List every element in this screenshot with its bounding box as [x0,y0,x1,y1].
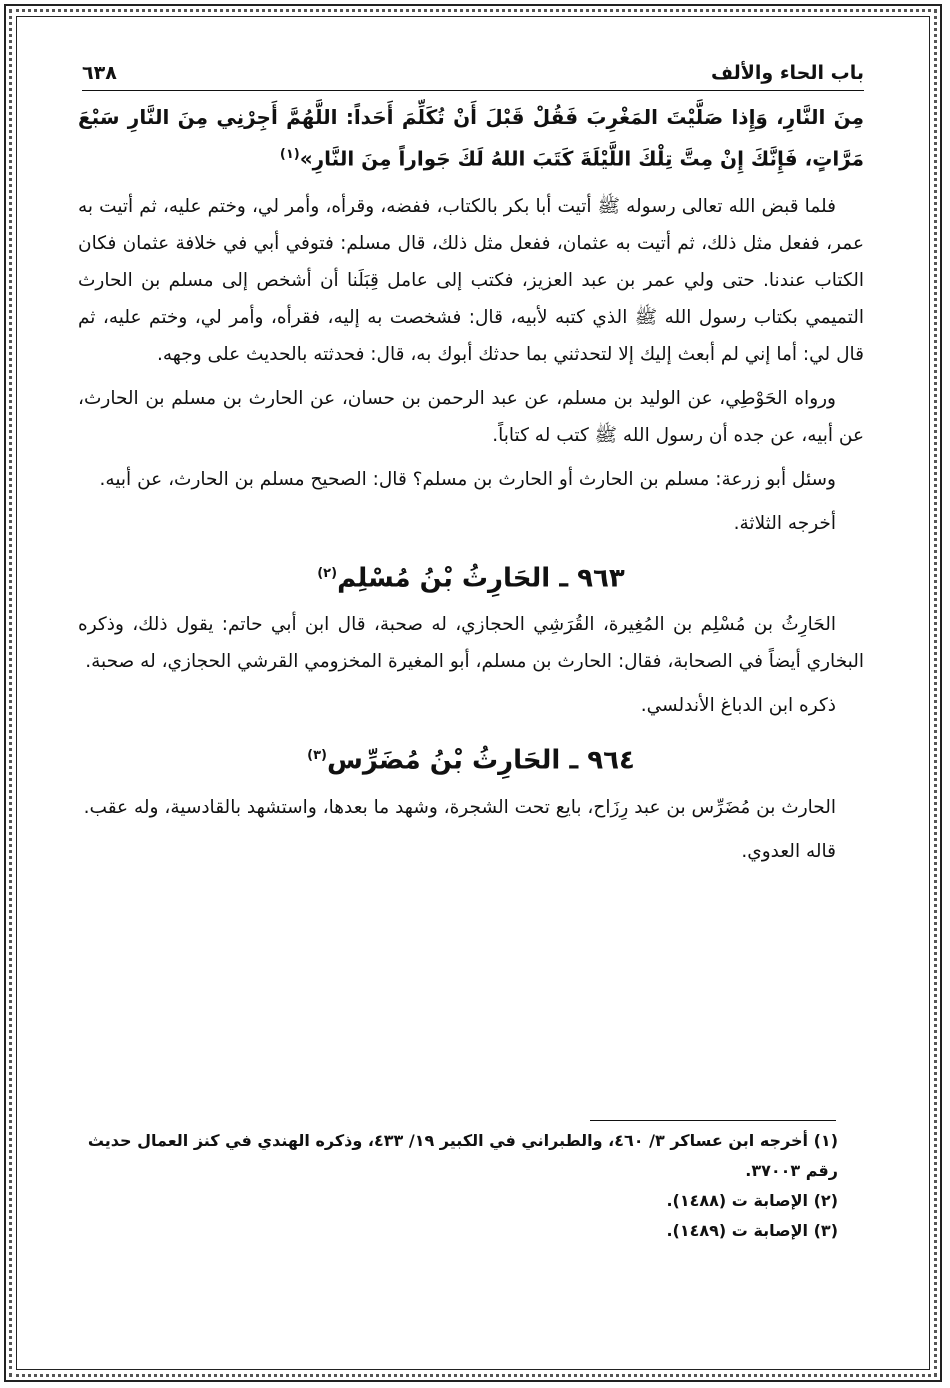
page-header [82,58,864,88]
header-divider [82,90,864,91]
paragraph: وسئل أبو زرعة: مسلم بن الحارث أو الحارث بن مسلم؟ قال: الصحيح مسلم بن الحارث، عن أبيه. [99,468,836,490]
footnote-ref: (٣) [307,748,327,764]
footnotes [82,1126,838,1246]
paragraph: قاله العدوي. [741,840,836,862]
entry-heading-963: ٩٦٣ ـ الحَارِثُ بْنُ مُسْلِم$^{(٢)}$ [317,563,625,594]
entry-heading-964: ٩٦٤ ـ الحَارِثُ بْنُ مُضَرِّس$^{(٣)}$ [307,745,635,776]
footnote: (٣) الإصابة ت (١٤٨٩). [666,1221,838,1240]
paragraph: الحَارِثُ بن مُسْلِم بن المُغِيرة، القُرَشِي الحجازي، له صحبة، قال ابن أبي حاتم: يقول ذلك، وذكره البخاري أيضاً في الصحابة، فقال: الحارث بن مسلم، أبو المغيرة المخزومي القرشي الحجازي، له صحبة. [78,614,864,673]
page-number: ٦٣٨ [82,62,117,84]
footnote: (١) أخرجه ابن عساكر ٣/ ٤٦٠، والطبراني في الكبير ١٩/ ٤٣٣، وذكره الهندي في كنز العمال حديث رقم ٣٧٠٠٣. [87,1131,838,1180]
footnote-ref: (٢) [317,565,338,581]
body-text [78,98,864,877]
paragraph: ذكره ابن الدباغ الأندلسي. [640,695,836,717]
hadith-paragraph: مِنَ النَّارِ، وَإِذا صَلَّيْتَ المَغْرِبَ فَقُلْ قَبْلَ أَنْ تُكَلِّمَ أَحَداً: اللَّهُمَّ أَجِرْنِي مِنَ النَّارِ سَبْعَ مَرَّاتٍ، فَإِنَّكَ إِنْ مِتَّ تِلْكَ اللَّيْلَةَ كَتَبَ اللهُ لَكَ جَواراً مِنَ النَّارِ»$^{(١)}$ [78,105,864,171]
paragraph: ورواه الحَوْطِي، عن الوليد بن مسلم، عن عبد الرحمن بن حسان، عن الحارث بن مسلم بن الحارث، عن أبيه، عن جده أن رسول الله ﷺ كتب له كتاباً. [78,387,864,446]
footnote-divider [590,1120,836,1121]
section-title: باب الحاء والألف [710,62,864,84]
paragraph: فلما قبض الله تعالى رسوله ﷺ أتيت أبا بكر بالكتاب، ففضه، وقرأه، وأمر لي، وختم عليه، ثم أتيت به عمر، ففعل مثل ذلك، ثم أتيت به عثمان، ففعل مثل ذلك، قال مسلم: فتوفي أبي في خلافة عثمان فكان الكتاب عندنا. حتى ولي عمر بن عبد العزيز، فكتب إلى عامل قِبَلَنا أن أشخص إلى مسلم بن الحارث التميمي بكتاب رسول الله ﷺ الذي كتبه لأبيه، قال: فشخصت به إليه، فقرأه، وأمر لي، وختم عليه، ثم قال لي: أما إني لم أبعث إليك إلا لتحدثني بما حدثك أبوك به، قال: فحدثته بالحديث على وجهه. [78,195,864,365]
footnote-ref: (١) [279,147,300,162]
paragraph: أخرجه الثلاثة. [733,512,836,534]
footnote: (٢) الإصابة ت (١٤٨٨). [666,1191,838,1210]
paragraph: الحارث بن مُضَرِّس بن عبد رِزَاح، بايع تحت الشجرة، وشهد ما بعدها، واستشهد بالقادسية، وله عقب. [83,796,836,818]
